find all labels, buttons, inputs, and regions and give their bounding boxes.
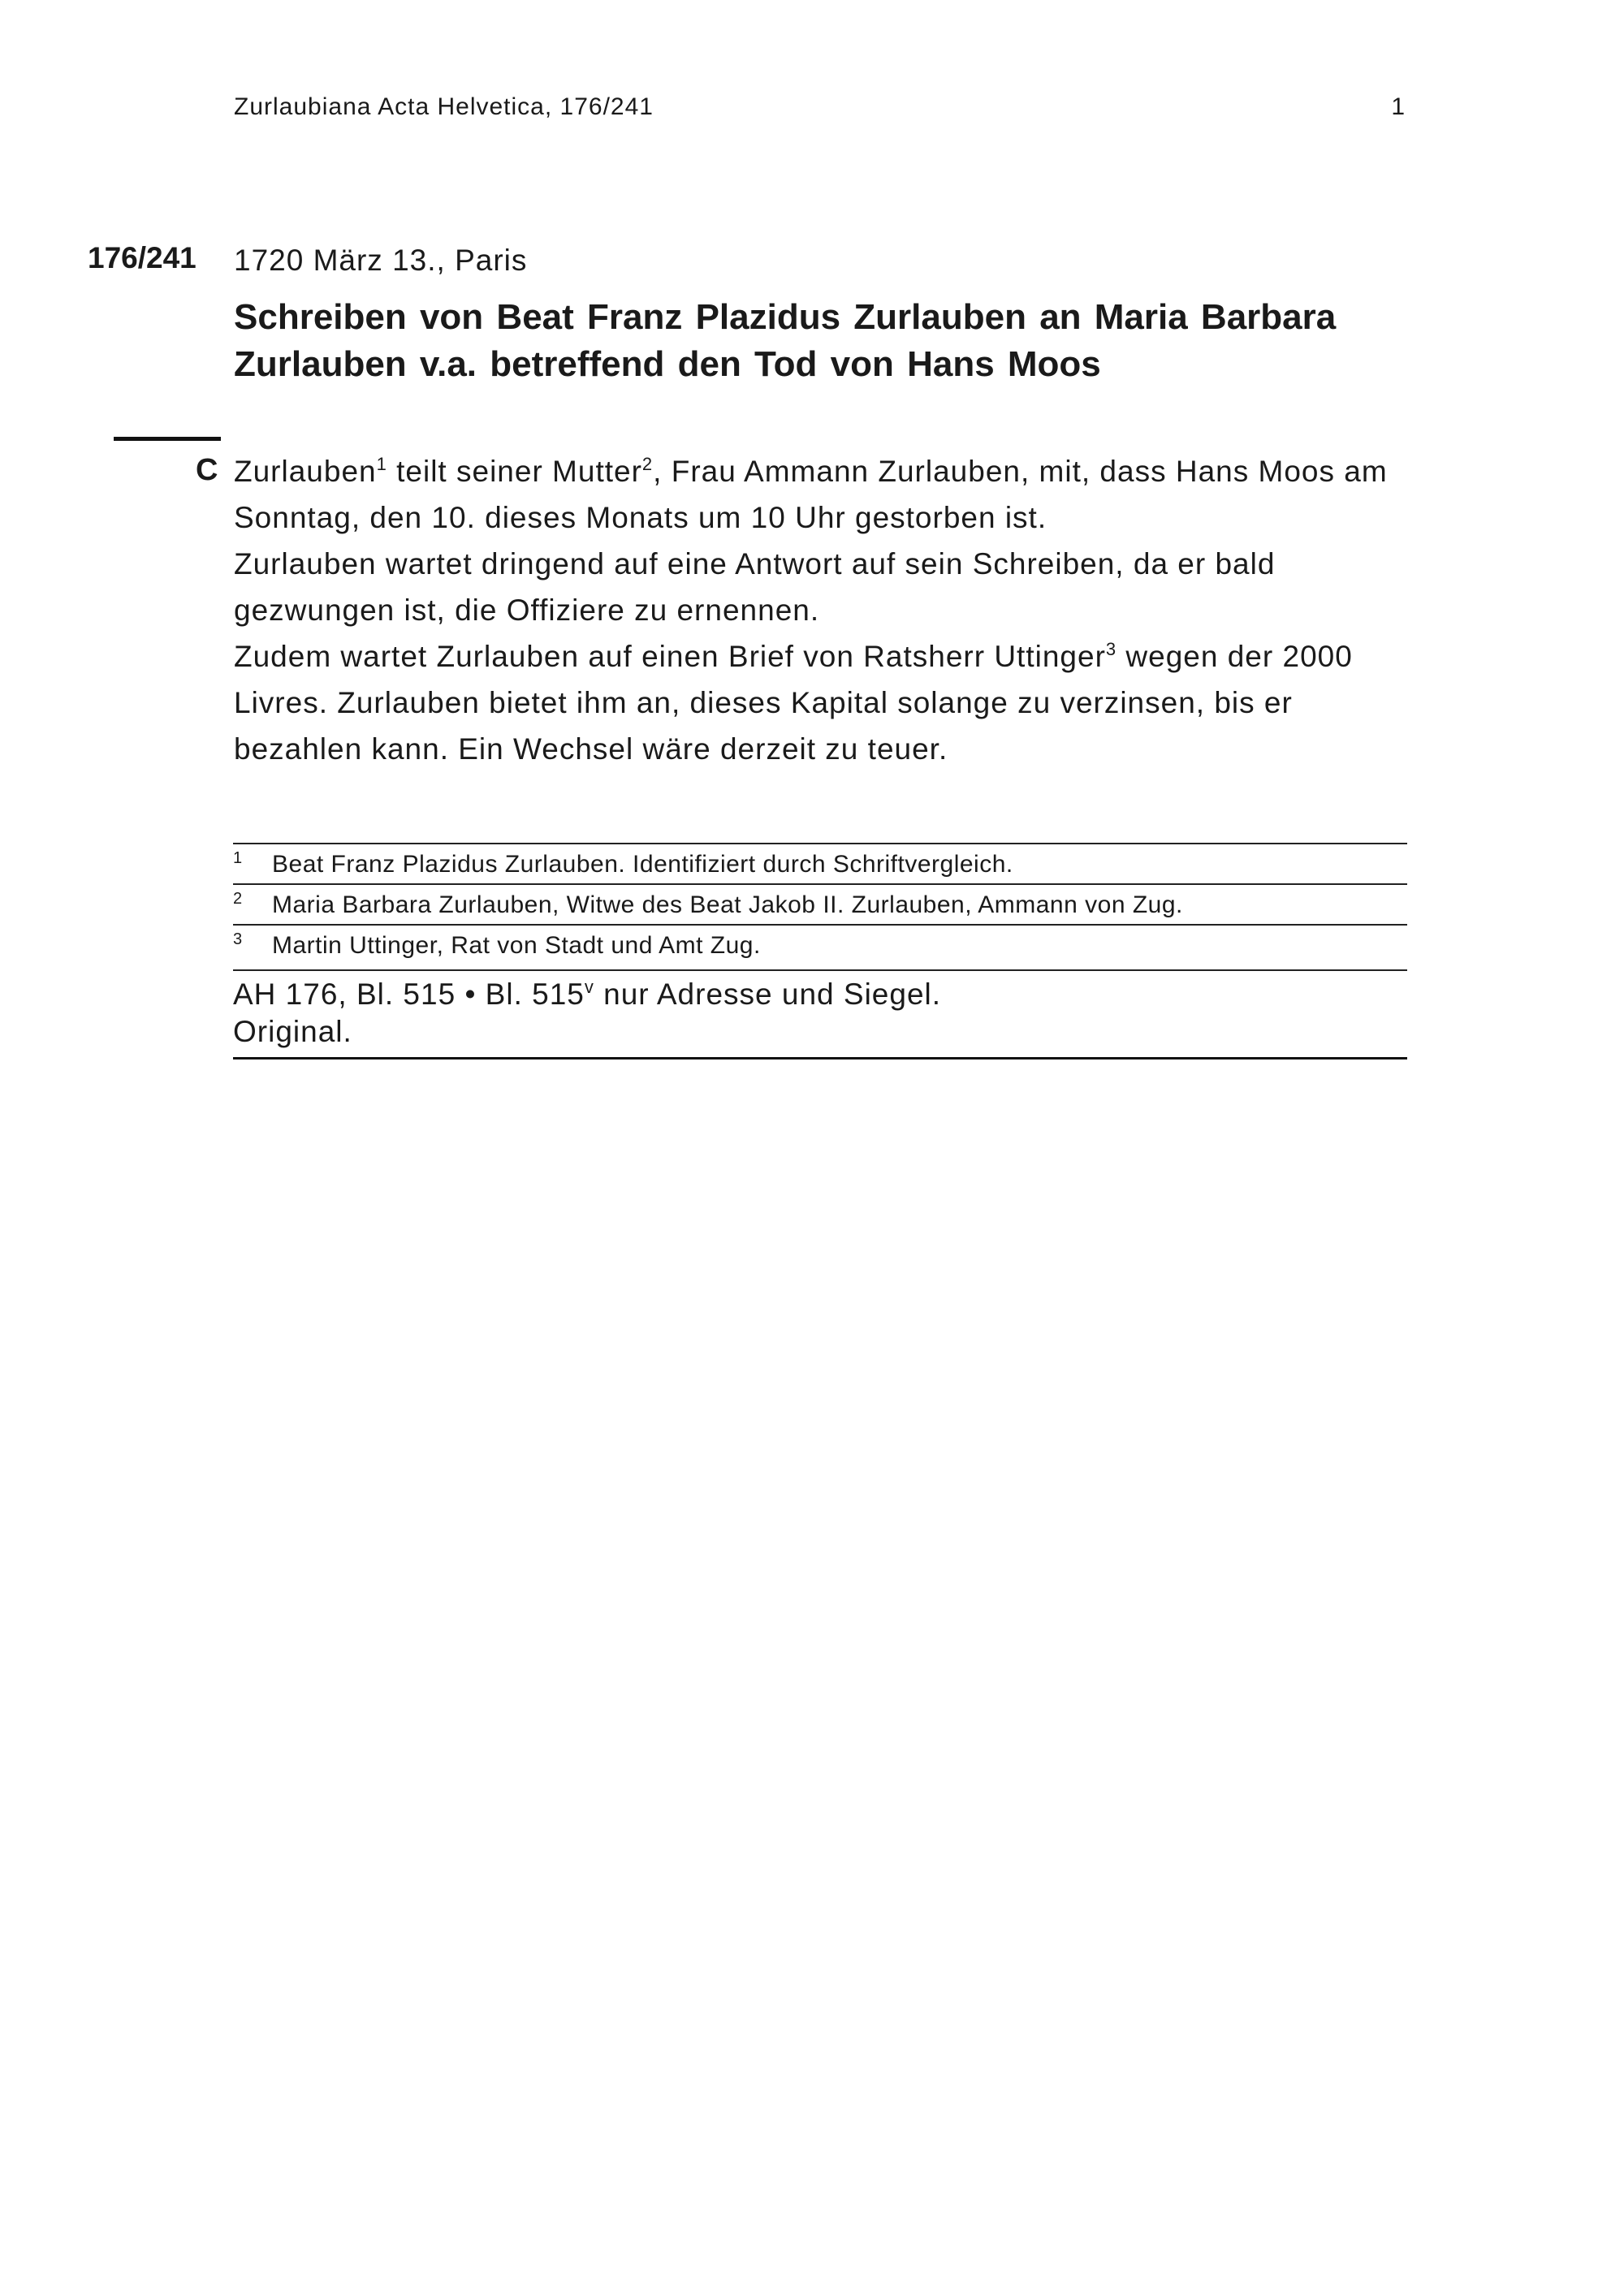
source-original-note: Original. xyxy=(233,1015,352,1048)
footnote-text: Beat Franz Plazidus Zurlauben. Identifiziert durch Schriftvergleich. xyxy=(272,851,1013,878)
source-line xyxy=(233,976,1407,1013)
summary-text xyxy=(234,448,1419,772)
verso-marker: v xyxy=(584,977,594,997)
footnote-marker: 2 xyxy=(641,454,654,474)
footnotes-section xyxy=(233,843,1407,1060)
footnote-text: Maria Barbara Zurlauben, Witwe des Beat Jakob II. Zurlauben, Ammann von Zug. xyxy=(272,891,1183,918)
source-text-span: nur Adresse und Siegel. xyxy=(594,978,942,1011)
footnote-number: 3 xyxy=(233,930,243,948)
footnote xyxy=(233,883,1407,924)
summary-paragraph: Zurlauben wartet dringend auf eine Antwort auf sein Schreiben, da er bald gezwungen ist, die Offiziere zu ernennen. xyxy=(234,547,1276,627)
footnote-number: 1 xyxy=(233,849,243,867)
summary-text-span: teilt seiner Mutter xyxy=(387,455,642,488)
footnote xyxy=(233,924,1407,965)
document-title-line-2: Zurlauben v.a. betreffend den Tod von Hans Moos xyxy=(234,344,1101,384)
summary-paragraph xyxy=(234,448,1419,541)
summary-text-span: Zurlauben xyxy=(234,455,377,488)
summary-paragraph xyxy=(234,633,1419,772)
source-information xyxy=(233,969,1407,1060)
document-title-line-1: Schreiben von Beat Franz Plazidus Zurlauben an Maria Barbara xyxy=(234,297,1337,337)
summary-text-span: wegen der 2000 Livres. Zurlauben bietet ihm an, dieses Kapital solange zu verzinsen, bis er bezahlen kann. Ein Wechsel wäre derzeit zu teuer. xyxy=(234,640,1353,766)
summary-text-span: Zudem wartet Zurlauben auf einen Brief von Ratsherr Uttinger xyxy=(234,640,1106,673)
footnote-marker: 1 xyxy=(376,454,387,474)
source-text-span: AH 176, Bl. 515 • Bl. 515 xyxy=(233,978,585,1011)
margin-letter: C xyxy=(196,453,218,487)
page-number: 1 xyxy=(1391,93,1405,120)
summary-text-span: , Frau Ammann Zurlauben, mit, dass Hans Moos am Sonntag, den 10. dieses Monats um 10 Uhr gestorben ist. xyxy=(234,455,1388,534)
footnote xyxy=(233,843,1407,883)
footnote-text: Martin Uttinger, Rat von Stadt und Amt Zug. xyxy=(272,932,761,959)
document-title xyxy=(234,294,1403,388)
footnote-marker: 3 xyxy=(1105,639,1117,659)
running-head: Zurlaubiana Acta Helvetica, 176/241 xyxy=(234,93,654,120)
footnote-number: 2 xyxy=(233,890,243,908)
document-number: 176/241 xyxy=(88,241,197,274)
margin-rule xyxy=(114,437,221,441)
date-place: 1720 März 13., Paris xyxy=(234,244,528,277)
